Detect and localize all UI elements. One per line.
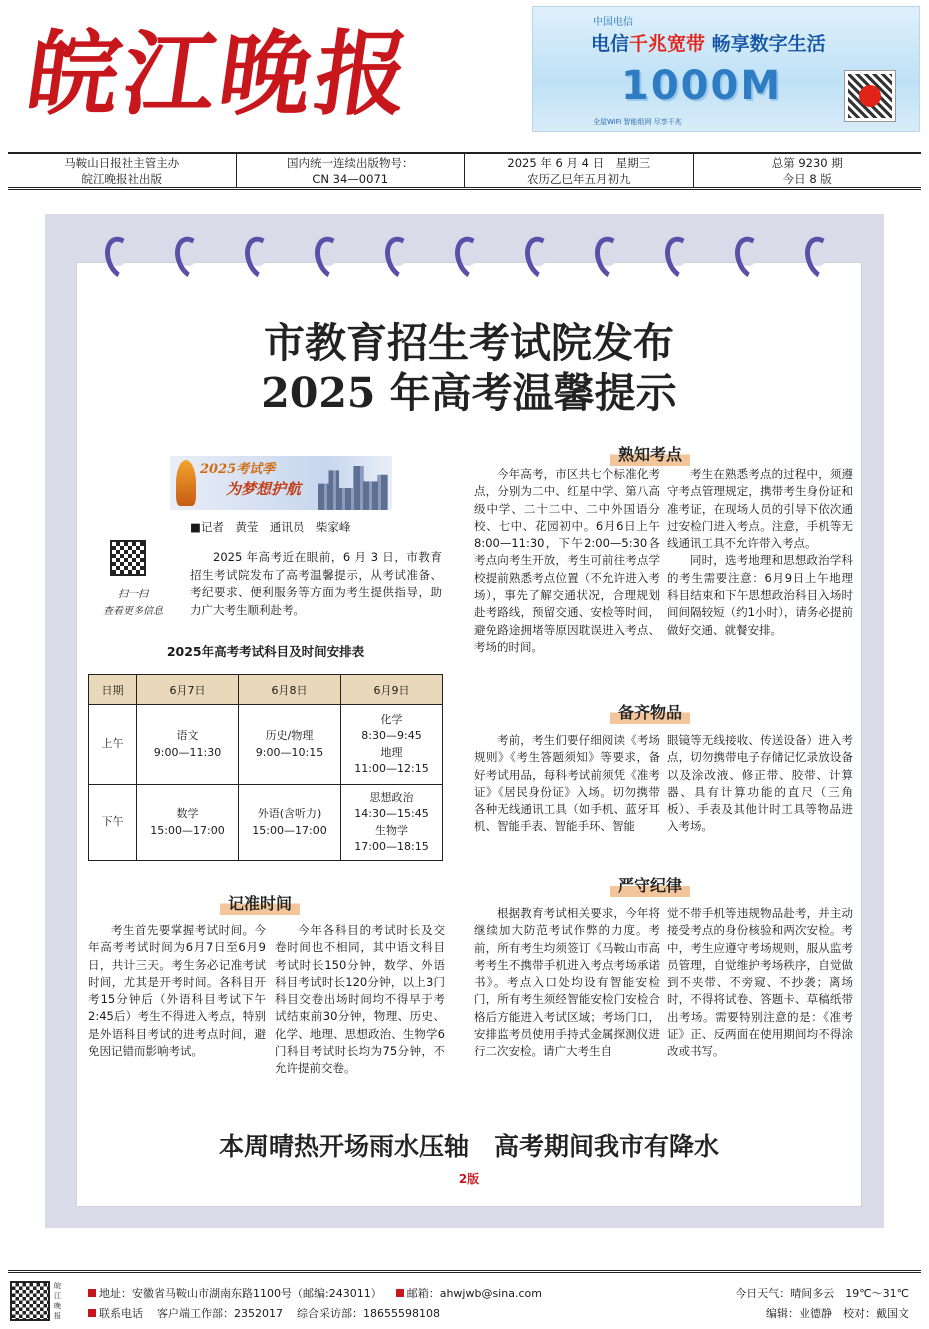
time-column-1 [88,922,266,1060]
banner-slogan: 为梦想护航 [226,480,302,498]
qr-caption-line-1: 扫一扫 [118,589,148,600]
issue-date: 2025 年 6 月 4 日 星期三 [507,155,651,170]
paragraph: 考前，考生们要仔细阅读《考场规则》《考生答题须知》等要求，备好考试用品，每科考试前须凭《准考证》《居民身份证》入场。切勿携带各种无线通讯工具（如手机、蓝牙耳机、智能手表、智能手环、智能 [474,733,660,834]
time-column-2 [275,922,445,1078]
table-cell-line: 地理 [380,745,403,759]
headline-line-1: 市教育招生考试院发布 [264,319,674,367]
table-cell [341,785,443,861]
paragraph: 考生在熟悉考点的过程中，须遵守考点管理规定，携带考生身份证和准考证，在现场人员的引导下依次通过安检门进入考点。注意，手机等无线通讯工具不允许带入考点。 [667,467,853,551]
page-reference[interactable]: 2版 [458,1172,480,1186]
table-cell-line: 外语(含听力) [257,807,322,820]
phone-label-text: 联系电话 [99,1307,143,1320]
paragraph: 今年高考，市区共七个标准化考点，分别为二中、红星中学、第八高级中学、二十二中、二中外国语分校、七中、花园初中。6月6日上午8:00—11:30，下午2:00—5:30各考点向考生开放，考生可前往考点学校提前熟悉考点位置（不允许进入考场），事先了解交通状况，合理规划赴考路线，预留交通、安检等时间，避免路途拥堵等原因耽误进入考点、考场的时间。 [474,467,660,654]
date-cell [465,154,694,187]
table-header-cell: 6月8日 [239,675,341,705]
prepare-column-2 [667,732,853,836]
skyline-icon [318,466,388,510]
table-cell-line: 语文 [176,729,199,742]
serial-cell [237,154,466,187]
exam-season-banner [170,456,392,510]
table-cell [239,705,341,785]
footer-qr-label: 皖江晚报 [54,1282,61,1320]
paragraph: 眼镜等无线接收、传送设备）进入考点，切勿携带电子存储记忆录放设备以及涂改液、修正带、胶带、计算器、具有计算功能的直尺（三角板）、手表及其他计时工具等物品进入考场。 [667,733,853,834]
table-cell-line: 8:30—9:45 [361,729,422,742]
table-header-row [89,675,443,705]
discipline-column-2 [667,905,853,1061]
banner-title: 2025考试季 [200,462,276,477]
familiar-column-1 [474,466,660,656]
advertisement[interactable] [532,6,920,132]
paragraph: 同时，选考地理和思想政治学科的考生需要注意：6月9日上午地理科目结束和下午思想政治科目入场时间间隔较短（约1小时），请务必提前做好交通、就餐安排。 [667,553,853,637]
table-header-cell: 6月7日 [137,675,239,705]
newspaper-logo: 皖江晚报 [20,20,420,128]
issue-cell [694,154,922,187]
address-text: 地址：安徽省马鞍山市湖南东路1100号（邮编:243011） [99,1287,382,1300]
footer-contact-line-2 [88,1305,440,1321]
table-row [89,785,443,861]
prepare-column-1 [474,732,660,836]
table-cell [137,785,239,861]
masthead [0,0,929,150]
table-cell-line: 9:00—11:30 [153,745,222,759]
email-text: 邮箱：ahwjwb@sina.com [406,1287,542,1300]
familiar-column-2 [667,466,853,639]
section-heading-prepare: 备齐物品 [610,699,690,724]
table-cell-line: 15:00—17:00 [252,823,327,837]
table-cell [137,705,239,785]
torch-icon [176,460,196,506]
paragraph: 根据教育考试相关要求，今年将继续加大防范考试作弊的力度。考前，所有考生均须签订《马鞍山市高考考生不携带手机进入考点考场承诺书》。考点入口处均设有智能安检门，所有考生须经智能安检门安检合格后方能进入考试区域；考场门口，安排监考员使用手持式金属探测仪进行二次安检。请广大考生自 [474,906,660,1059]
article-qr-code-icon[interactable] [110,540,146,576]
table-cell [239,785,341,861]
ad-qr-logo-icon [859,85,881,107]
table-cell-line: 9:00—10:15 [255,745,324,759]
phone-news: 综合采访部：18655598108 [297,1307,440,1320]
table-cell [341,705,443,785]
qr-caption [98,586,168,620]
phone-client: 客户端工作部：2352017 [157,1307,283,1320]
footer-qr-code-icon[interactable] [10,1281,50,1321]
table-row [89,705,443,785]
paragraph: 觉不带手机等违规物品赴考，并主动接受考点的身份核验和两次安检。考中，考生应遵守考场规则，服从监考员管理，自觉维护考场秩序，自觉做到不夹带、不旁窥、不抄袭；离场时，不得将试卷、答题卡、草稿纸带出考场。需要特别注意的是：《准考证》正、反两面在使用期间均不得涂改或书写。 [667,906,853,1059]
ad-brand: 中国电信 [593,17,633,28]
bullet-icon [88,1289,96,1297]
table-cell-line: 数学 [176,807,199,820]
serial-number: CN 34—0071 [312,171,389,186]
publisher-cell [8,154,237,187]
ad-speed: 1000M [621,63,783,109]
footer-address [88,1285,382,1301]
footer-email[interactable] [396,1285,542,1301]
table-cell-line: 历史/物理 [265,729,314,742]
table-header-cell: 6月9日 [341,675,443,705]
section-heading-time: 记准时间 [220,890,300,915]
ad-slogan: 电信千兆宽带 畅享数字生活 [591,33,826,55]
discipline-column-1 [474,905,660,1061]
footer-phone-label [88,1305,143,1321]
byline: ■记者 黄莹 通讯员 柴家峰 [190,520,351,534]
table-cell-line: 11:00—12:15 [354,762,429,775]
section-heading-familiar: 熟知考点 [610,441,690,466]
table-header-cell: 日期 [89,675,137,705]
publisher-host: 马鞍山日报社主管主办 [64,155,180,170]
qr-caption-line-2: 查看更多信息 [103,606,163,617]
publisher-name: 皖江晚报社出版 [81,171,162,186]
issue-number: 总第 9230 期 [771,155,843,170]
paragraph: 考生首先要掌握考试时间。今年高考考试时间为6月7日至6月9日，共计三天。考生务必记准考试时间，尤其是开考时间。各科目开考15分钟后（外语科目考试下午2:45后）考生不得进入考点，特别是外语科目考试的进考点时间，避免因记错而影响考试。 [88,923,266,1059]
lunar-date: 农历乙巳年五月初九 [527,171,631,186]
exam-schedule-table [88,674,443,861]
footer-editors: 编辑：业德静 校对：戴国文 [766,1307,909,1320]
table-cell-line: 17:00—18:15 [354,840,429,853]
page-count: 今日 8 版 [782,171,832,186]
section-heading-discipline: 严守纪律 [610,872,690,897]
table-cell-line: 生物学 [375,823,408,837]
serial-label: 国内统一连续出版物号： [287,155,414,170]
ad-note: 全屋WiFi 智能组网 尽享千兆 [593,118,682,126]
headline-line-2: 2025 年高考温馨提示 [261,369,677,417]
intro-paragraph: 2025 年高考近在眼前，6 月 3 日，市教育招生考试院发布了高考温馨提示，从考试准备、考纪要求、便利服务等方面为考生提供指导，助力广大考生顺利赴考。 [190,550,442,617]
info-bar [8,152,921,190]
footer [8,1270,921,1325]
schedule-table-title: 2025年高考考试科目及时间安排表 [166,644,365,659]
table-cell-line: 思想政治 [369,790,414,804]
bullet-icon [396,1289,404,1297]
table-cell-line: 化学 [380,712,403,726]
feature-headline[interactable] [76,318,862,418]
weather-headline[interactable]: 本周晴热开场雨水压轴 高考期间我市有降水 [218,1132,719,1161]
footer-weather: 今日天气：晴间多云 19℃～31℃ [735,1287,909,1300]
table-cell: 上午 [89,705,137,785]
paragraph: 今年各科目的考试时长及交卷时间也不相同，其中语文科目考试时长150分钟，数学、外语科目考试时长120分钟，以上3门科目交卷出场时间均不得早于考试结束前30分钟，物理、历史、化学、地理、思想政治、生物学6门科目考试时长均为75分钟，不允许提前交卷。 [275,923,445,1076]
table-cell-line: 15:00—17:00 [150,823,225,837]
table-cell: 下午 [89,785,137,861]
table-cell-line: 14:30—15:45 [354,807,429,820]
footer-contact-line-1 [88,1285,542,1301]
bullet-icon [88,1309,96,1317]
